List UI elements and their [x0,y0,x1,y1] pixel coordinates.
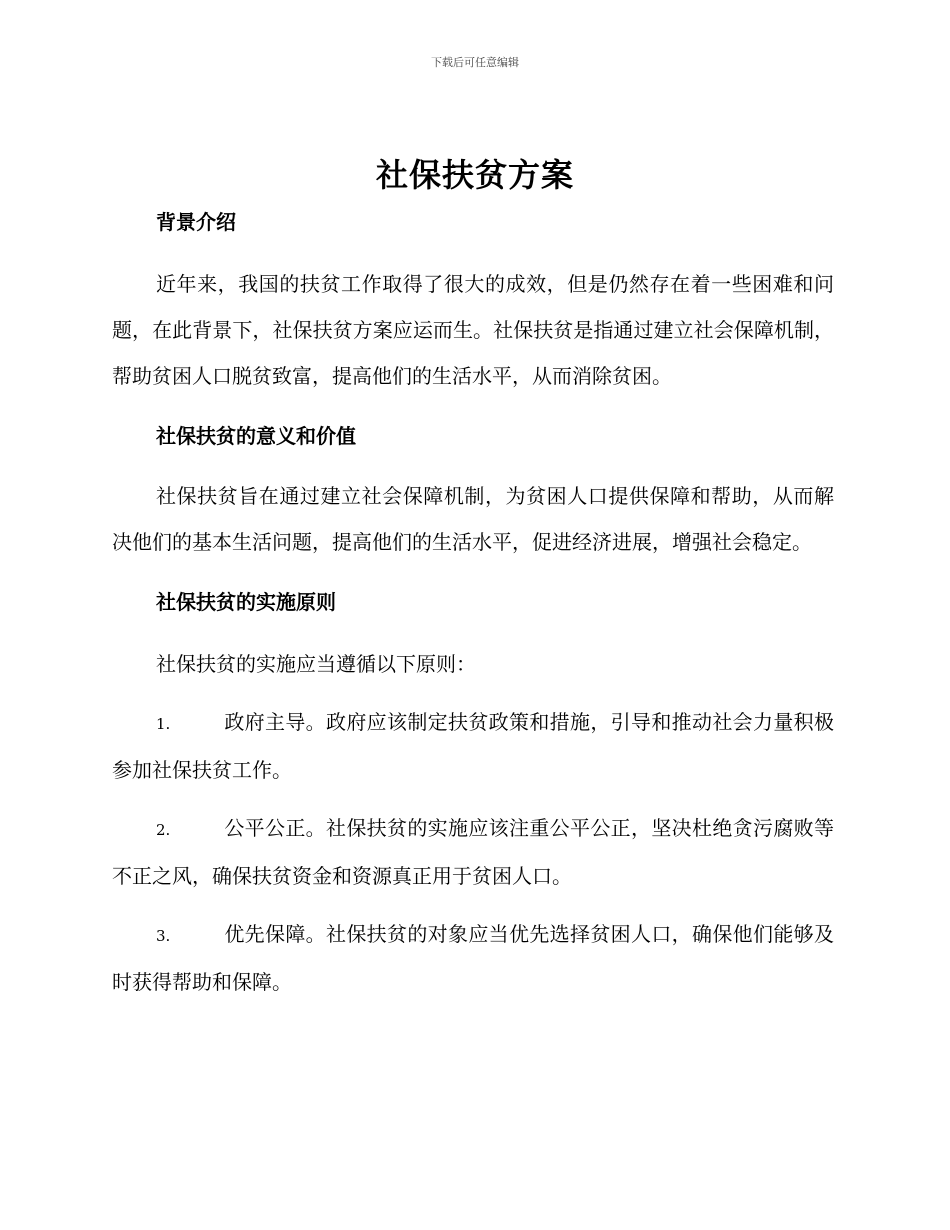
section-heading: 背景介绍 [156,210,236,234]
list-item [112,699,834,793]
section-paragraph: 社保扶贫的实施应当遵循以下原则： [156,652,476,676]
section-paragraph: 近年来，我国的扶贫工作取得了很大的成效，但是仍然存在着一些困难和问题，在此背景下，社保扶贫方案应运而生。社保扶贫是指通过建立社会保障机制，帮助贫困人口脱贫致富，提高他们的生活水平，从而消除贫困。 [112,272,834,388]
document-body [112,205,834,1005]
list-item [112,805,834,899]
section-heading: 社保扶贫的意义和价值 [156,424,356,448]
list-text: 公平公正。社保扶贫的实施应该注重公平公正，坚决杜绝贪污腐败等不正之风，确保扶贫资金和资源真正用于贫困人口。 [112,816,834,888]
list-item [112,911,834,1005]
section-heading: 社保扶贫的实施原则 [156,590,336,614]
header-note: 下载后可任意编辑 [431,56,519,69]
document-title: 社保扶贫方案 [375,156,574,194]
section-background [112,205,834,399]
list-number: 3. [156,927,171,945]
section-significance [112,419,834,565]
list-text: 政府主导。政府应该制定扶贫政策和措施，引导和推动社会力量积极参加社保扶贫工作。 [112,710,834,782]
principles-list [112,699,834,1005]
list-text: 优先保障。社保扶贫的对象应当优先选择贫困人口，确保他们能够及时获得帮助和保障。 [112,922,834,994]
section-principles [112,585,834,687]
list-number: 1. [156,715,171,733]
section-paragraph: 社保扶贫旨在通过建立社会保障机制，为贫困人口提供保障和帮助，从而解决他们的基本生活问题，提高他们的生活水平，促进经济进展，增强社会稳定。 [112,484,834,554]
list-number: 2. [156,821,171,839]
